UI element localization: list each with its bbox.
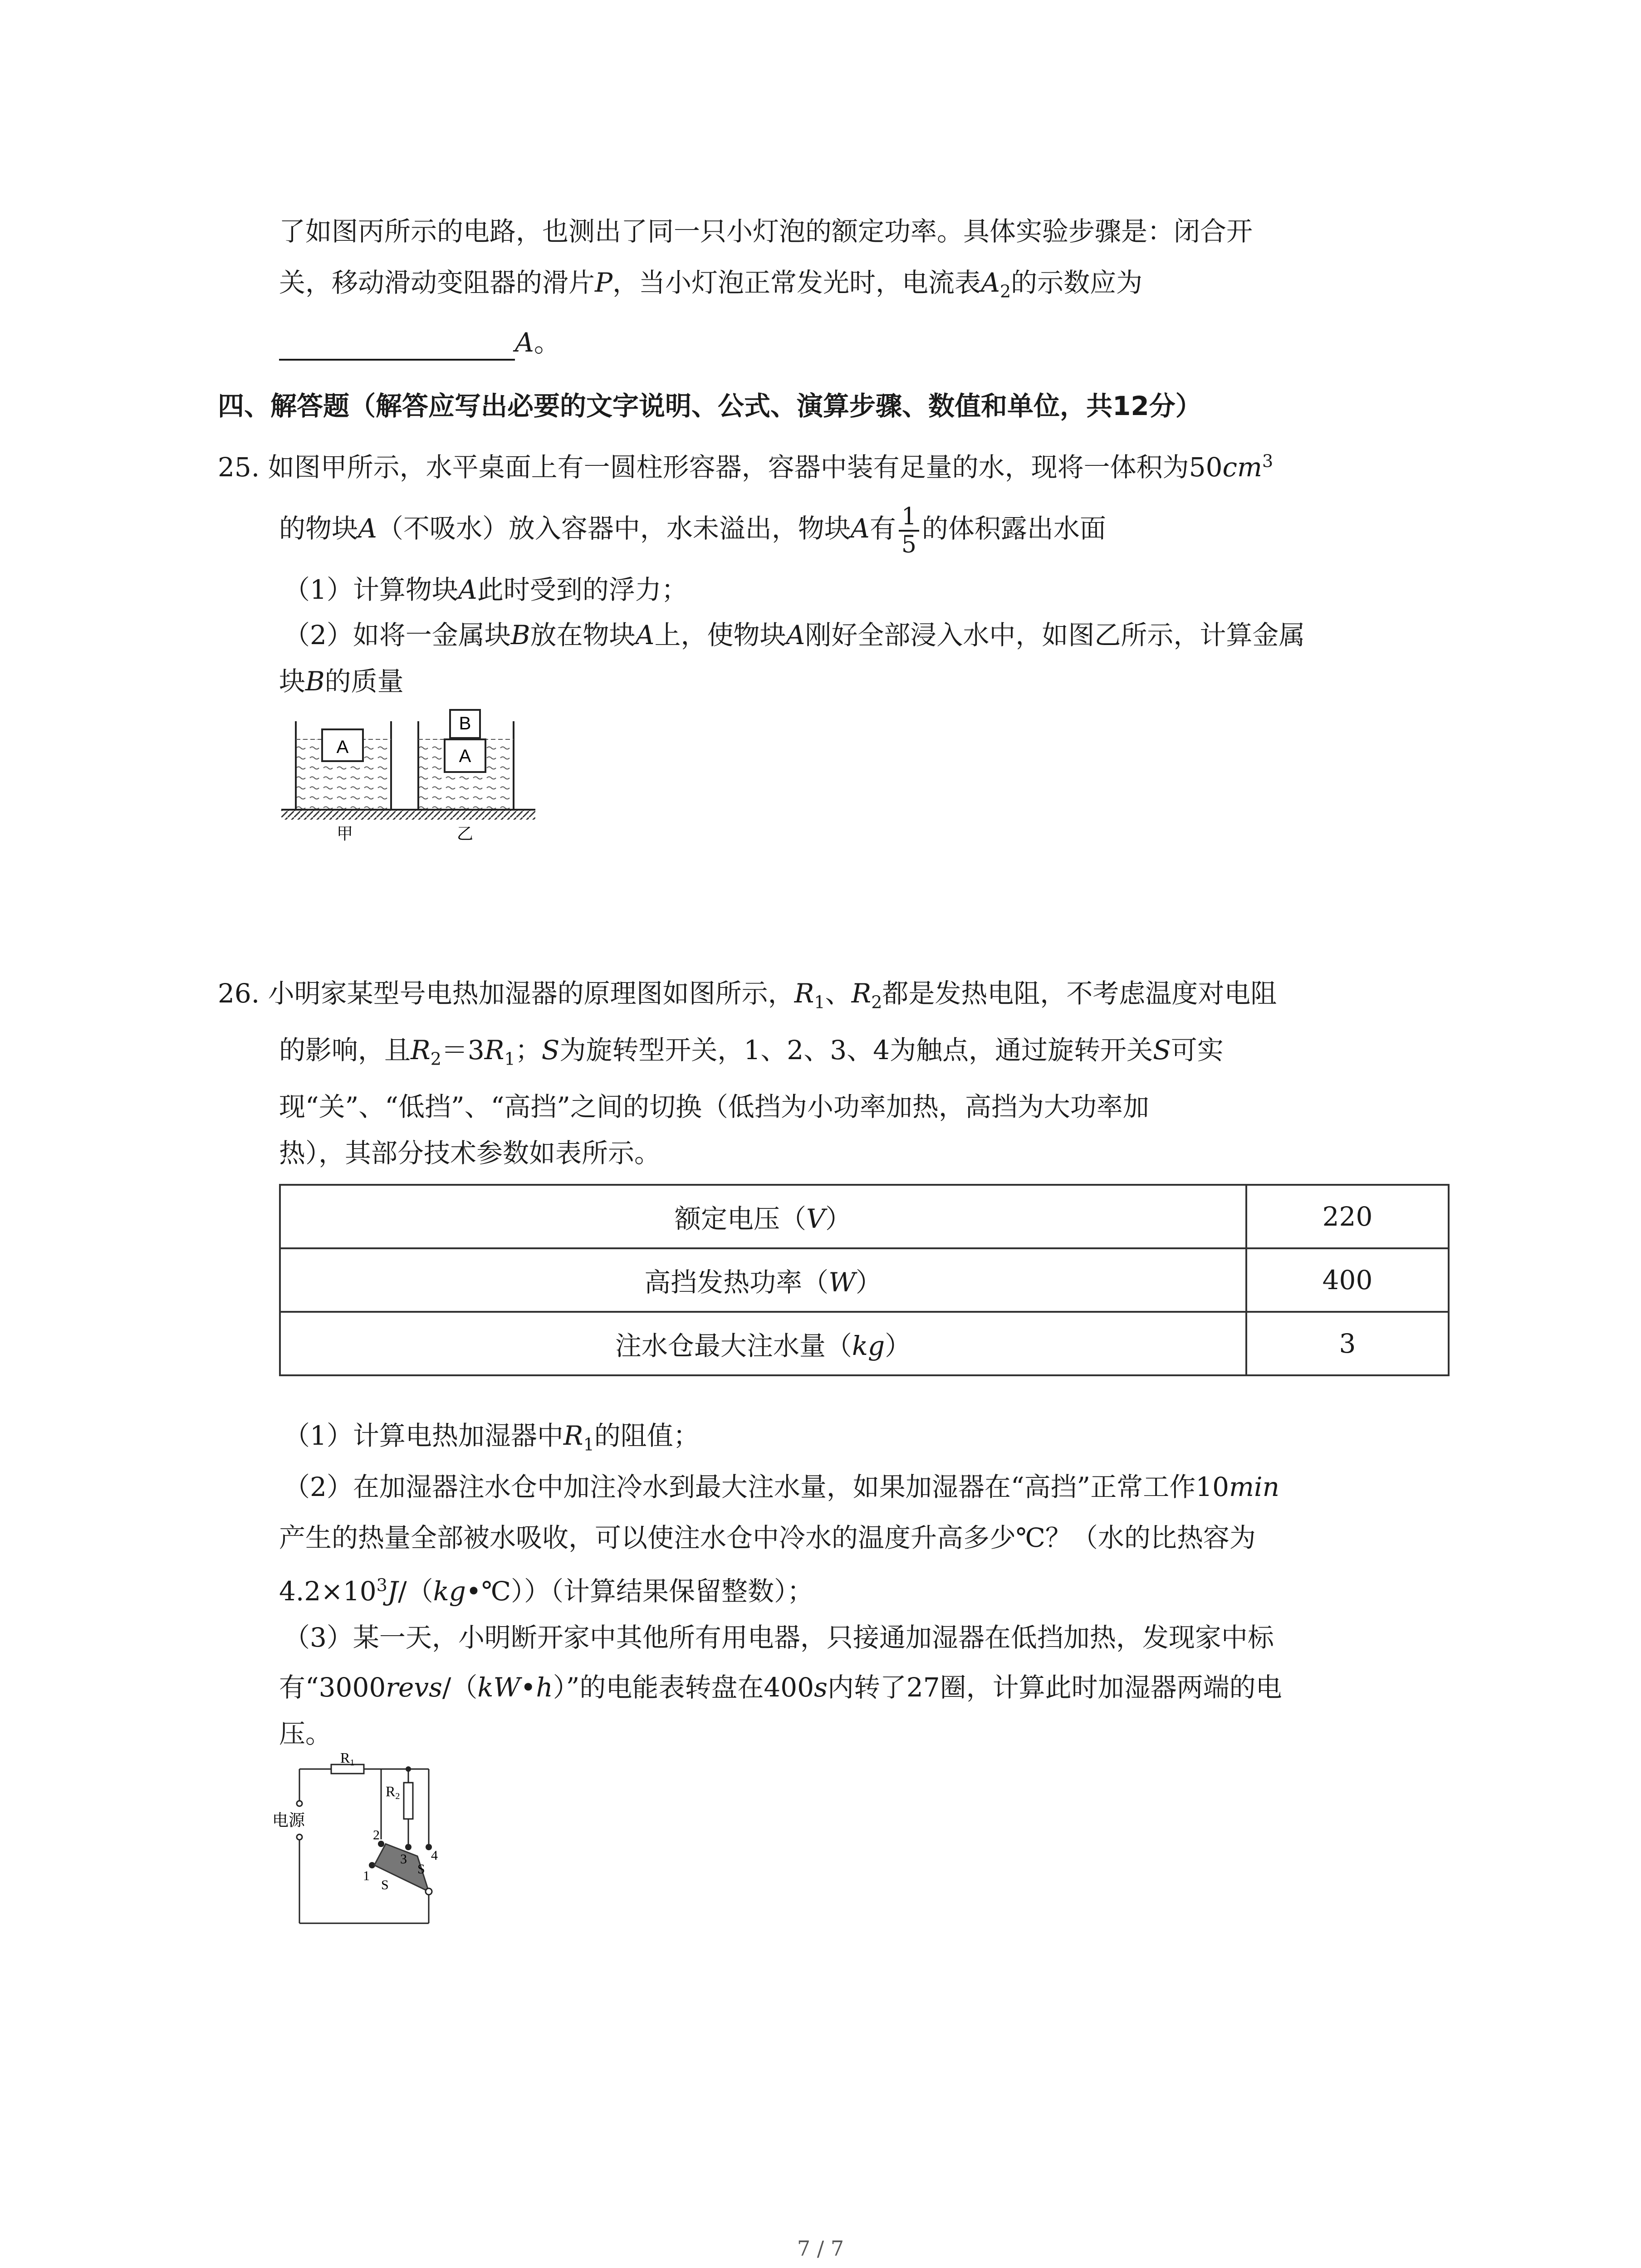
label-switch-s-1: S [381, 1877, 389, 1892]
q26-line-4: 热），其部分技术参数如表所示。 [279, 1138, 661, 1168]
top-line-2: 关，移动滑动变阻器的滑片P，当小灯泡正常发光时，电流表$A_2$的示数应为 [279, 267, 1143, 302]
q26-sub-3-line-1: （3）某一天，小明断开家中其他所有用电器，只接通加湿器在低挡加热，发现家中标 [284, 1622, 1274, 1653]
table-row [280, 1185, 1449, 1248]
caption-yi: 乙 [456, 825, 474, 843]
answer-blank[interactable] [279, 332, 515, 361]
table-cell-value: 400 [1246, 1248, 1449, 1312]
label-contact-2: 2 [373, 1828, 380, 1843]
page-number: 7 / 7 [797, 2236, 844, 2261]
q26-line-1: 26. 小明家某型号电热加湿器的原理图如图所示，$R_1$、$R_2$都是发热电阻，不考虑温度对电阻 [218, 978, 1277, 1012]
q25-line-2: 的物块A（不吸水）放入容器中，水未溢出，物块A有 $\frac{1}{5}$ 的体积露出水面 [279, 503, 1106, 558]
table-cell-label: 注水仓最大注水量（kg） [280, 1312, 1246, 1375]
q26-sub-1: （1）计算电热加湿器中$R_1$的阻值； [284, 1420, 700, 1455]
table-cell-label: 高挡发热功率（W） [280, 1248, 1246, 1312]
caption-jia: 甲 [336, 825, 353, 843]
q25-sub-2: （2）如将一金属块B放在物块A上，使物块A刚好全部浸入水中，如图乙所示，计算金属 [284, 620, 1305, 650]
table-cell-value: 3 [1246, 1312, 1449, 1375]
top-line-3: A。 [279, 324, 560, 361]
label-b: B [459, 714, 471, 733]
q25-line-1: 25. 如图甲所示，水平桌面上有一圆柱形容器，容器中装有足量的水，现将一体积为$50cm^3$ [218, 451, 1274, 483]
label-a-jia: A [336, 737, 349, 757]
resistor-r1 [331, 1765, 364, 1774]
q26-sub-2-line-2: 产生的热量全部被水吸收，可以使注水仓中冷水的温度升高多少℃？（水的比热容为 [279, 1522, 1256, 1553]
q26-line-2: 的影响，且$R_2=3R_1$；S为旋转型开关，1、2、3、4为触点，通过旋转开关S可实 [279, 1035, 1224, 1069]
q25-sub-2-cont: 块B的质量 [279, 666, 404, 697]
figure-containers [281, 703, 535, 853]
q26-line-3: 现“关”、“低挡”、“高挡”之间的切换（低挡为小功率加热，高挡为大功率加 [279, 1091, 1149, 1122]
label-contact-3: 3 [400, 1852, 407, 1867]
top-line-1: 了如图丙所示的电路，也测出了同一只小灯泡的额定功率。具体实验步骤是：闭合开 [279, 216, 1253, 247]
table-row [280, 1248, 1449, 1312]
section-heading: 四、解答题（解答应写出必要的文字说明、公式、演算步骤、数值和单位，共12分） [218, 391, 1202, 421]
label-power-source: 电源 [272, 1811, 305, 1830]
label-switch-s-2: S [417, 1862, 425, 1877]
label-r1: R1 [340, 1751, 355, 1768]
q26-sub-2-line-1: （2）在加湿器注水仓中加注冷水到最大注水量，如果加湿器在“高挡”正常工作10min [284, 1471, 1279, 1502]
figure-circuit [272, 1751, 508, 1941]
label-contact-1: 1 [363, 1868, 370, 1883]
table-cell-value: 220 [1246, 1185, 1449, 1248]
parameter-table [279, 1184, 1450, 1376]
resistor-r2 [404, 1783, 413, 1819]
label-r2: R2 [386, 1783, 400, 1801]
table-row [280, 1312, 1449, 1375]
fraction-one-fifth: $\frac{1}{5}$ [899, 503, 919, 558]
q26-sub-3-line-2: 有“3000revs/（kW•h）”的电能表转盘在400s内转了27圈，计算此时加湿器两端的电 [279, 1672, 1282, 1703]
q26-sub-2-line-3: $4.2\times 10^3J/(kg•℃)$）（计算结果保留整数）； [279, 1575, 814, 1607]
label-a-yi: A [459, 746, 471, 766]
table-cell-label: 额定电压（V） [280, 1185, 1246, 1248]
q25-sub-1: （1）计算物块A此时受到的浮力； [284, 574, 688, 605]
label-contact-4: 4 [431, 1848, 438, 1863]
q26-sub-3-line-3: 压。 [279, 1718, 332, 1749]
